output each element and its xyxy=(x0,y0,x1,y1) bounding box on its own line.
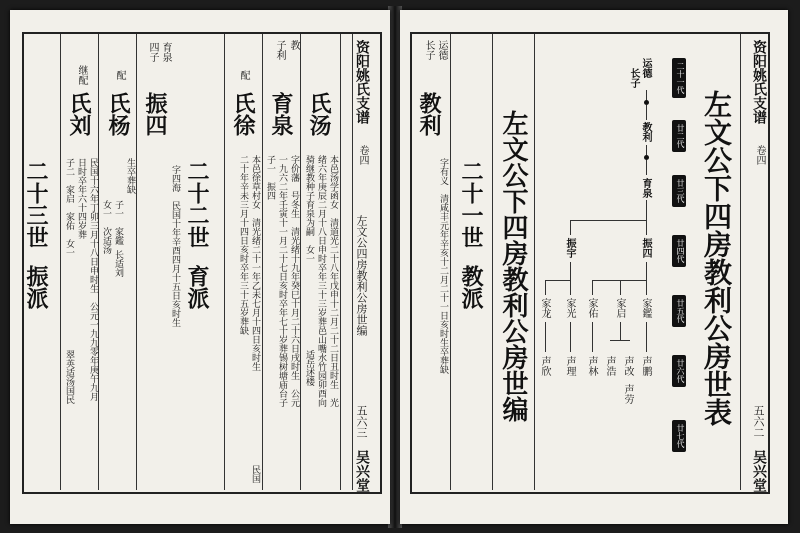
tree-node-gen24: 家启 xyxy=(614,298,625,318)
relation-label: 配 xyxy=(114,70,125,80)
tree-node-gen24: 家鑑 xyxy=(640,298,651,318)
generation-badge: 廿六代 xyxy=(672,355,686,387)
bio-line: 民国十六年丁卯三月十八日申时生 公元一九九零年庚午九月 xyxy=(88,158,98,401)
tree-node-label: 运德 xyxy=(640,58,651,78)
tree-node-gen24: 家佑 xyxy=(586,298,597,318)
person-name-shiyang: 氏杨 xyxy=(105,92,131,136)
relation-label: 配 xyxy=(238,70,249,80)
bio-line: 适岳述楼 xyxy=(304,350,314,386)
person-name-shixu: 氏徐 xyxy=(230,92,256,136)
bio-line: 本邑徐草村女 清光绪二十一年乙未七月十四日亥时生 xyxy=(250,155,260,380)
relation-label: 教 xyxy=(288,40,299,50)
bio-line: 二十年辛未三月十四日亥时卒年三十五岁葬缺 xyxy=(238,155,248,335)
generation-badge: 廿二代 xyxy=(672,120,686,152)
bio-line: 子一 家鑑 xyxy=(113,200,123,245)
relation-label: 子利 xyxy=(274,40,285,60)
bio-line: 子一 振四 xyxy=(265,155,275,200)
generation-badge: 廿四代 xyxy=(672,235,686,267)
bio-line: 字四海 民国十年辛酉四月十五日亥时生 xyxy=(170,165,180,327)
generation-badge: 廿五代 xyxy=(672,295,686,327)
tree-node-gen24: 家光 xyxy=(564,298,575,318)
tree-node-gen25: 声理 xyxy=(564,356,575,376)
bio-line: 女一 次适汤 xyxy=(101,200,111,254)
bio-line: 绪六年庚辰二月十八日申时卒年三十三岁葬邑山嘴水竹园卯酉向 xyxy=(316,155,326,407)
relation-label: 长子 xyxy=(423,40,434,60)
bio-line: 子二 家启 家佑 女一 xyxy=(64,158,74,257)
hall-name: 吴兴堂 xyxy=(354,450,370,492)
generation-label: 二十三世 xyxy=(23,160,49,248)
tree-node-label: 长子 xyxy=(628,68,639,88)
person-name-shiliu: 氏刘 xyxy=(66,92,92,136)
tree-node-gen25: 声劳 xyxy=(622,384,633,404)
person-name-yuquan: 育泉 xyxy=(268,92,294,136)
generation-badge: 廿三代 xyxy=(672,175,686,207)
hall-name: 吴兴堂 xyxy=(751,450,767,492)
volume-label: 卷四 xyxy=(754,145,765,165)
relation-label: 运德 xyxy=(436,40,447,60)
page-number: 五六二 xyxy=(752,405,765,438)
person-name-jiaoli: 教利 xyxy=(416,92,442,136)
person-name-zhensi: 振四 xyxy=(142,92,168,136)
bio-line: 民国 xyxy=(250,465,260,483)
branch-label: 教派 xyxy=(458,265,484,309)
generation-label: 二十一世 xyxy=(458,160,484,248)
genealogy-table-title: 左文公下四房教利公房世表 xyxy=(700,90,733,426)
tree-node-gen25: 声林 xyxy=(586,356,597,376)
bio-line: 翠英适汤国民 xyxy=(64,350,74,404)
person-name-shitang: 氏汤 xyxy=(306,92,332,136)
generation-badge: 廿七代 xyxy=(672,420,686,452)
bio-line: 一九六二年壬寅十一月二十七日亥时卒年七十岁葬锡树塘庙台子 xyxy=(277,155,287,407)
book-title: 资阳姚氏支谱 xyxy=(354,40,370,124)
tree-node-gen25: 声欣 xyxy=(539,356,550,376)
bio-line: 生卒葬缺 xyxy=(125,158,135,194)
bio-line: 长适刘 xyxy=(113,250,123,277)
tree-node-zhensi: 振四 xyxy=(640,238,651,258)
bio-line: 本邑汤学函女 清道光二十八年戊申十二月二十二日丑时生 光 xyxy=(328,155,338,407)
tree-node-zhenyu: 振宇 xyxy=(564,238,575,258)
book-title: 资阳姚氏支谱 xyxy=(751,40,767,124)
right-page xyxy=(400,10,788,524)
branch-label: 振派 xyxy=(23,265,49,309)
page-number: 五六三 xyxy=(355,405,368,438)
left-page xyxy=(10,10,390,524)
section-subtitle: 左文公下四房教利公房世编 xyxy=(498,110,528,422)
bio-line: 骑继教种子育泉为嗣 女一 xyxy=(304,155,314,263)
bio-line: 字有义 清咸丰元年辛亥十二月二十一日亥时生卒葬缺 xyxy=(438,158,448,374)
generation-badge: 二十一代 xyxy=(672,58,686,98)
generation-label: 二十二世 xyxy=(184,160,210,248)
tree-node-gen24: 家龙 xyxy=(539,298,550,318)
bio-line: 日时卒年六十四岁葬 xyxy=(76,158,86,239)
section-title: 左文公四房教利公房世编 xyxy=(355,215,368,336)
tree-node-gen25: 声浩 xyxy=(604,356,615,376)
branch-label: 育派 xyxy=(184,265,210,309)
relation-label: 继配 xyxy=(76,65,87,85)
tree-node-gen25: 声改 xyxy=(622,356,633,376)
volume-label: 卷四 xyxy=(357,145,368,165)
bio-line: 字价藩 号冬生 清光绪十九年癸巳十月二十六日戌时生 公元 xyxy=(289,155,299,407)
relation-label: 四子 xyxy=(147,42,158,62)
tree-node-yuquan: 育泉 xyxy=(640,178,651,198)
tree-node-jiaoli: 教利 xyxy=(640,122,651,142)
relation-label: 育泉 xyxy=(160,42,171,62)
tree-node-gen25: 声鹏 xyxy=(640,356,651,376)
